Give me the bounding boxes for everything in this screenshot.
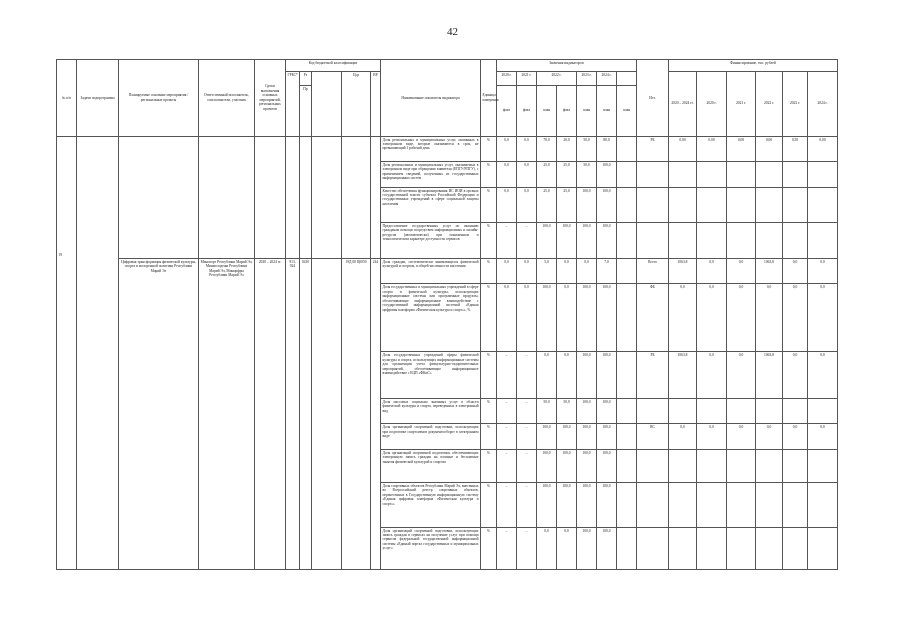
indicator-value: 100,0 [537, 284, 557, 352]
indicator-value: 100,0 [557, 222, 577, 258]
indicator-value: 100,0 [597, 482, 617, 527]
fin-value [808, 449, 838, 482]
fin-value: 0,00 [727, 136, 756, 162]
indicator-value: 0,0 [517, 187, 537, 222]
code-pr [312, 258, 342, 569]
page-number: 42 [447, 26, 458, 38]
code-csr: 19Д 00 Ц0050 [342, 258, 371, 569]
indicator-name: Доля региональных и муниципальных услуг, оказываемых в электронном виде при обращении заявителя (ЕПГУ/РПГУ), с применением сведений, полученных из государственных информационных систем [381, 162, 481, 188]
header-year-2020: 2020 г. [497, 71, 517, 85]
header-fin-2022: 2022 г. [756, 71, 783, 136]
indicator-value: 0,0 [497, 284, 517, 352]
header-year-2024: 2024 г. [597, 71, 617, 85]
fin-value: 1063,8 [669, 352, 697, 399]
indicator-value: 100,0 [597, 398, 617, 424]
indicator-value: 100,0 [537, 449, 557, 482]
fin-value: 0,0 [697, 284, 727, 352]
indicator-unit: % [481, 398, 497, 424]
indicator-value: 100,0 [577, 449, 597, 482]
fin-value [697, 449, 727, 482]
row-task-cell [77, 136, 119, 570]
fin-value: 0,0 [727, 352, 756, 399]
indicator-value-extra [617, 527, 637, 570]
code-vr: 244 [371, 258, 381, 569]
fin-value [756, 222, 783, 258]
measure-title: Цифровая трансформация физической культуры, спорта и молодежной политики Республики Марий Эл [119, 258, 199, 569]
header-deadline: Сроки выполнения основных мероприятий, региональных проектов [255, 60, 286, 137]
indicator-unit: % [481, 162, 497, 188]
indicator-value-extra [617, 162, 637, 188]
fin-value [783, 398, 808, 424]
header-indicator-values: Значения индикаторов [497, 60, 637, 72]
measure-deadline: 2020 – 2024 гг. [255, 258, 286, 569]
fin-source [637, 398, 669, 424]
indicator-value: – [497, 527, 517, 570]
indicator-value: 100,0 [577, 398, 597, 424]
fin-value: 0,0 [727, 258, 756, 284]
fin-value [697, 398, 727, 424]
fin-value [727, 449, 756, 482]
indicator-value: – [497, 449, 517, 482]
fin-value: 0,0 [697, 424, 727, 450]
fin-value [756, 187, 783, 222]
indicator-value: 100,0 [577, 424, 597, 450]
fin-value [756, 482, 783, 527]
header-plan-2022: план [537, 85, 557, 136]
indicator-value: 100,0 [597, 424, 617, 450]
code-rz: 0410 [300, 258, 312, 569]
code-grbs: 913, 924 [286, 258, 300, 569]
header-source: Ист. [637, 60, 669, 137]
indicator-value: 0,0 [517, 284, 537, 352]
indicator-unit: % [481, 352, 497, 399]
header-fact-2021: факт [517, 85, 537, 136]
fin-value: 0,0 [756, 284, 783, 352]
header-pr: Пр [300, 85, 312, 136]
header-plan-extra: план [617, 85, 637, 136]
fin-value: 0,0 [697, 258, 727, 284]
fin-value [669, 222, 697, 258]
indicator-value: 100,0 [577, 482, 597, 527]
fin-value: 0,0 [669, 284, 697, 352]
fin-value [727, 527, 756, 570]
fin-value [808, 162, 838, 188]
fin-value [756, 449, 783, 482]
fin-value [669, 398, 697, 424]
indicator-name: Доля организаций спортивной подготовки, обеспечивающих электронную запись граждан на платные и бесплатные занятия физической культурой и спортом [381, 449, 481, 482]
indicator-value: 100,0 [597, 222, 617, 258]
fin-value [756, 162, 783, 188]
indicator-name: Доля региональных и муниципальных услуг, оказанных в электронном виде, которые оказываются в срок, не превышающий 1 рабочий день [381, 136, 481, 162]
indicator-value: 100,0 [537, 424, 557, 450]
header-year-2023: 2023 г. [577, 71, 597, 85]
indicator-value: 70,0 [537, 136, 557, 162]
indicator-value-extra [617, 222, 637, 258]
indicator-value: 25,0 [537, 162, 557, 188]
fin-source: ВС [637, 424, 669, 450]
header-fin-2020: 2020 г. [697, 71, 727, 136]
indicator-value: 100,0 [597, 162, 617, 188]
indicator-unit: % [481, 449, 497, 482]
indicator-unit: % [481, 187, 497, 222]
indicator-value: 100,0 [557, 482, 577, 527]
fin-value [697, 162, 727, 188]
fin-source [637, 187, 669, 222]
indicator-value: – [517, 449, 537, 482]
indicator-value: 50,0 [537, 398, 557, 424]
indicator-value: – [497, 482, 517, 527]
indicator-value-extra [617, 136, 637, 162]
indicator-value-extra [617, 284, 637, 352]
header-fact-2022: факт [557, 85, 577, 136]
row-code-cell [312, 136, 342, 258]
fin-value [783, 162, 808, 188]
fin-source: ФБ [637, 284, 669, 352]
header-year-extra [617, 71, 637, 85]
indicator-unit: % [481, 527, 497, 570]
fin-source [637, 449, 669, 482]
fin-value: 0,0 [783, 424, 808, 450]
row-code-cell [300, 136, 312, 258]
fin-value: 0,0 [808, 352, 838, 399]
fin-value: 0,00 [697, 136, 727, 162]
indicator-name: Доля государственных учреждений сферы физической культуры и спорта, использующих информационные системы для организации учета физкультурно-оздоровительных мероприятий, обеспечивающие информационное взаимодействие с ЕЦП «ФКиС» [381, 352, 481, 399]
indicator-value: – [497, 424, 517, 450]
indicator-value: 100,0 [597, 187, 617, 222]
indicator-value: 50,0 [577, 162, 597, 188]
indicator-name: Доля массовых социально значимых услуг в области физической культуры и спорта, переведенных в электронный вид [381, 398, 481, 424]
indicator-unit: % [481, 222, 497, 258]
indicator-value: – [517, 398, 537, 424]
fin-value [756, 398, 783, 424]
indicator-value: 100,0 [597, 527, 617, 570]
indicator-value: 20,0 [557, 136, 577, 162]
indicator-name: Качество обеспечения функционирования ИС ИОИ в органах государственной власти субъекта Российской Федерации и государственных учреждений в сфере социальной защиты населения [381, 187, 481, 222]
indicator-name: Доля спортивных объектов Республики Марий Эл, внесенных во Всероссийский реестр спортивных объектов, перенесенных в Государственную информационную систему «Единая цифровая платформа «Физическая культура и спорт»» [381, 482, 481, 527]
indicator-value: 0,0 [557, 352, 577, 399]
fin-value [808, 398, 838, 424]
indicator-value: – [517, 424, 537, 450]
fin-value: 0,0 [697, 352, 727, 399]
indicator-value: 100,0 [577, 284, 597, 352]
indicator-value: 100,0 [577, 222, 597, 258]
indicator-value-extra [617, 398, 637, 424]
indicator-value: 100,0 [557, 424, 577, 450]
fin-value [697, 527, 727, 570]
indicator-value: 0,0 [557, 527, 577, 570]
fin-source: РБ [637, 136, 669, 162]
fin-value [669, 449, 697, 482]
header-task: Задачи подпрограммы [77, 60, 119, 137]
header-csr: Цср [342, 71, 371, 136]
indicator-value: 0,0 [537, 527, 557, 570]
indicator-value: 25,0 [557, 162, 577, 188]
fin-source: РБ [637, 352, 669, 399]
fin-value [783, 527, 808, 570]
header-financing: Финансирование, тыс. рублей [669, 60, 838, 72]
fin-value [697, 187, 727, 222]
indicator-value-extra [617, 258, 637, 284]
fin-value: 0,50 [783, 136, 808, 162]
fin-value: 0,00 [756, 136, 783, 162]
indicator-value: 0,0 [517, 258, 537, 284]
header-vr: ВР [371, 71, 381, 136]
fin-source [637, 222, 669, 258]
indicator-name: Доля организаций спортивной подготовки, использующих при подготовке спортсменов документооборот в электронном виде [381, 424, 481, 450]
row-num-cell [57, 136, 77, 570]
indicator-value: – [517, 527, 537, 570]
fin-source: Всего [637, 258, 669, 284]
header-fin-total: 2020 – 2024 гг. [669, 71, 697, 136]
indicator-value-extra [617, 449, 637, 482]
fin-value: 0,00 [808, 136, 838, 162]
indicator-name: Предоставление государственных услуг по оказанию гражданам помощи посредством информационных и онлайн-ресурсов (автоматически) при пониженном и технологическом характере доступности сервисов [381, 222, 481, 258]
fin-value [783, 187, 808, 222]
header-pr-blank [312, 71, 342, 136]
fin-value: 0,0 [783, 284, 808, 352]
row-code-cell [371, 136, 381, 258]
indicator-value: 0,0 [497, 136, 517, 162]
header-fin-2023: 2023 г. [783, 71, 808, 136]
indicator-value: – [517, 222, 537, 258]
fin-source [637, 527, 669, 570]
header-executor: Ответственный исполнитель, соисполнители, участник [199, 60, 255, 137]
header-plan-2023: план [577, 85, 597, 136]
indicator-unit: % [481, 284, 497, 352]
fin-value: 1063,8 [756, 258, 783, 284]
fin-value: 0,0 [669, 424, 697, 450]
indicator-value: 100,0 [577, 187, 597, 222]
indicator-value: 0,0 [497, 258, 517, 284]
indicator-value: 0,0 [557, 258, 577, 284]
indicator-value: 7,0 [597, 258, 617, 284]
indicator-value: 100,0 [597, 284, 617, 352]
fin-value [669, 187, 697, 222]
table-row [57, 136, 838, 162]
fin-value [808, 222, 838, 258]
indicator-name: Доля граждан, систематически занимающихся физической культурой и спортом, в общей численности населения [381, 258, 481, 284]
indicator-unit: % [481, 136, 497, 162]
header-grbs: ГРБС* [286, 71, 300, 136]
header-fin-2021: 2021 г. [727, 71, 756, 136]
indicator-value: 0,0 [517, 162, 537, 188]
indicator-value: 100,0 [597, 449, 617, 482]
fin-value: 0,0 [808, 284, 838, 352]
fin-source [637, 162, 669, 188]
row-executor-cell [199, 136, 255, 258]
header-fin-2024: 2024 г. [808, 71, 838, 136]
fin-value [808, 482, 838, 527]
fin-value [697, 482, 727, 527]
fin-value [783, 482, 808, 527]
row-code-cell [286, 136, 300, 258]
indicator-value: – [497, 352, 517, 399]
program-table [56, 59, 838, 570]
measure-executor: Минспорт Республики Марий Эл, Минмолодежи Республики Марий Эл, Минцифры Республики Марий Эл [199, 258, 255, 569]
indicator-value: 100,0 [577, 352, 597, 399]
indicator-value: – [517, 482, 537, 527]
fin-value [669, 162, 697, 188]
indicator-value: 0,0 [577, 258, 597, 284]
fin-value [727, 222, 756, 258]
fin-value: 0,0 [756, 424, 783, 450]
fin-value: 0,0 [808, 258, 838, 284]
header-year-2021: 2021 г. [517, 71, 537, 85]
indicator-value: – [517, 352, 537, 399]
indicator-name: Доля государственных и муниципальных учреждений в сфере спорта и физической культуры, использующих информационные системы или программные продукты, обеспечивающие информационное взаимодействие с государственной информационной системой «Единая цифровая платформа «Физическая культура и спорт»», % [381, 284, 481, 352]
indicator-value: 80,0 [597, 136, 617, 162]
indicator-unit: % [481, 258, 497, 284]
header-plan-2024: план [597, 85, 617, 136]
indicator-name: Доля организаций спортивной подготовки, использующих запись граждан в сервисах на получение услуг при помощи сервисов федеральной государственной информационной системы «Единый портал государственных и муниципальных услуг» [381, 527, 481, 570]
indicator-value: 100,0 [597, 352, 617, 399]
fin-value: 0,0 [727, 284, 756, 352]
fin-value: 1063,8 [669, 258, 697, 284]
fin-value [808, 187, 838, 222]
indicator-unit: % [481, 424, 497, 450]
indicator-value: 0,0 [517, 136, 537, 162]
fin-value [727, 482, 756, 527]
fin-value [756, 527, 783, 570]
header-unit: Единица измерения [481, 60, 497, 137]
indicator-value: 0,0 [557, 284, 577, 352]
indicator-value: 100,0 [537, 222, 557, 258]
fin-value [808, 527, 838, 570]
indicator-value: 0,0 [497, 187, 517, 222]
header-budget-code: Код бюджетной классификации [286, 60, 381, 72]
indicator-value: 0,0 [497, 162, 517, 188]
row-deadline-cell [255, 136, 286, 258]
fin-value: 0,0 [808, 424, 838, 450]
indicator-value-extra [617, 352, 637, 399]
measure-number: 19 [58, 252, 63, 257]
fin-value [727, 398, 756, 424]
row-measure-cell [119, 136, 199, 258]
fin-value [727, 187, 756, 222]
indicator-value: 100,0 [537, 482, 557, 527]
indicator-value-extra [617, 424, 637, 450]
indicator-unit: % [481, 482, 497, 527]
fin-value [783, 222, 808, 258]
indicator-value: 100,0 [557, 449, 577, 482]
indicator-value: – [497, 398, 517, 424]
fin-value [669, 527, 697, 570]
fin-value: 0,00 [669, 136, 697, 162]
indicator-value: 50,0 [577, 136, 597, 162]
header-measures: Планируемые основные мероприятия / региональные проекты [119, 60, 199, 137]
indicator-value-extra [617, 187, 637, 222]
indicator-value: 25,0 [557, 187, 577, 222]
fin-value: 0,0 [783, 258, 808, 284]
fin-value [727, 162, 756, 188]
indicator-value: 5,0 [537, 258, 557, 284]
header-indicator-name: Наименование показателя индикатора [381, 60, 481, 137]
fin-value: 0,0 [783, 352, 808, 399]
table-row [57, 258, 838, 284]
header-num: № п/п [57, 60, 77, 137]
indicator-value: 25,0 [537, 187, 557, 222]
header-fact-2020: факт [497, 85, 517, 136]
fin-value [783, 449, 808, 482]
table-body [57, 60, 838, 570]
fin-value [669, 482, 697, 527]
row-code-cell [342, 136, 371, 258]
fin-value [697, 222, 727, 258]
header-rz: Рз [300, 71, 312, 85]
indicator-value: 0,0 [537, 352, 557, 399]
indicator-value-extra [617, 482, 637, 527]
fin-value: 1063,8 [756, 352, 783, 399]
header-year-2022: 2022 г. [537, 71, 577, 85]
indicator-value: 50,0 [557, 398, 577, 424]
indicator-value: 100,0 [577, 527, 597, 570]
fin-value: 0,0 [727, 424, 756, 450]
fin-source [637, 482, 669, 527]
indicator-value: – [497, 222, 517, 258]
